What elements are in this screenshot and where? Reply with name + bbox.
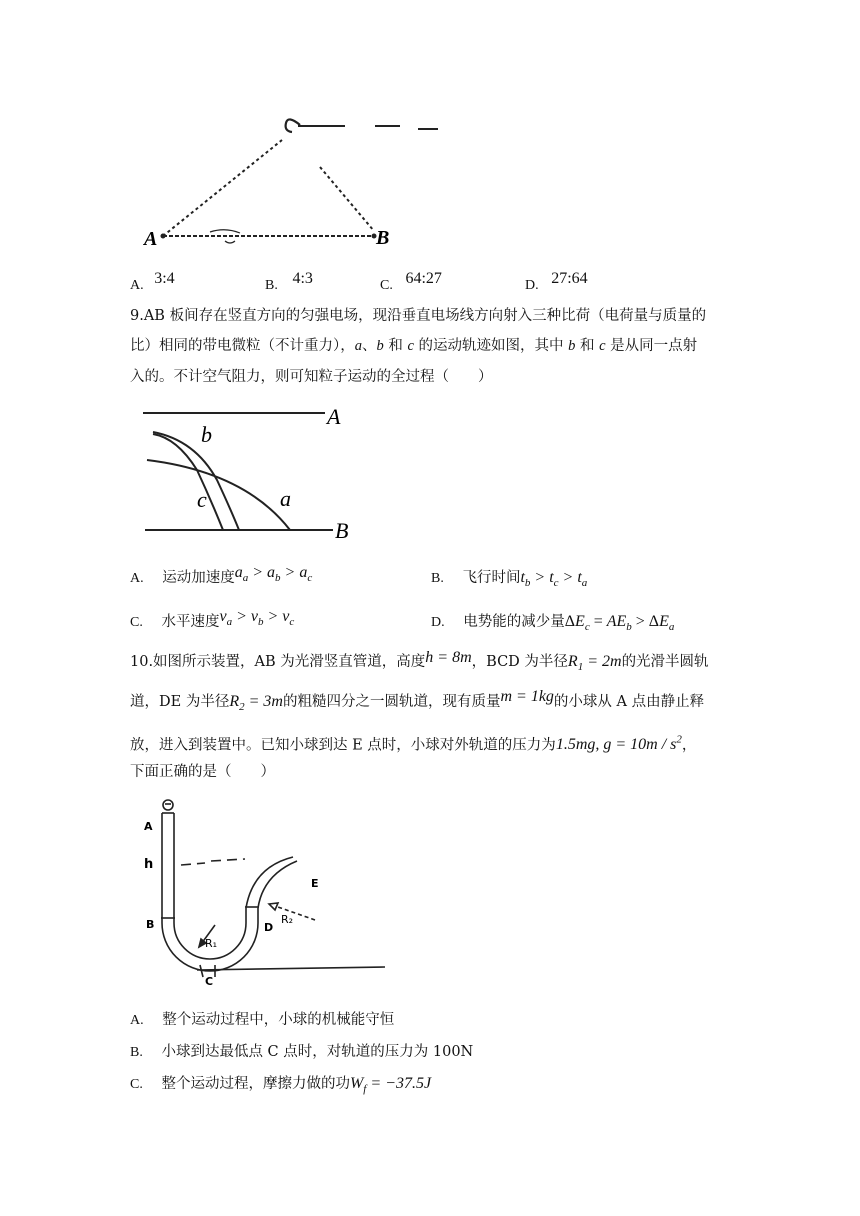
q10-apparatus-figure bbox=[135, 795, 395, 995]
q9-plate-label-a: A bbox=[327, 404, 341, 429]
q8-label-b: B bbox=[376, 227, 390, 249]
q9-option-d[interactable]: D. 电势能的减少量$\Delta E_c = AE_b > \Delta E_a$ bbox=[431, 613, 675, 634]
q9-curve-label-a: a bbox=[280, 486, 291, 511]
q9-stem-line3: 入的。不计空气阻力，则可知粒子运动的全过程（ ） bbox=[130, 369, 493, 385]
q9-option-b[interactable]: B. 飞行时间$t_b > t_c > t_a$ bbox=[431, 569, 588, 590]
q10-stem-line2: 道，DE 为半径$R_2 = 3m$的粗糙四分之一圆轨道，现有质量m = 1kg的小球从 A 点由静止释 bbox=[130, 688, 705, 714]
q10-option-b[interactable]: B. 小球到达最低点 C 点时，对轨道的压力为 100N bbox=[130, 1044, 474, 1060]
q9-stem-line2: 比）相同的带电微粒（不计重力），a、b 和 c 的运动轨迹如图，其中 b 和 c 是从同一点射 bbox=[130, 338, 698, 354]
q9-curve-label-c: c bbox=[197, 487, 207, 512]
q8-option-d[interactable]: D. 27:64 bbox=[525, 270, 588, 293]
q10-label-b: B bbox=[146, 918, 155, 931]
q10-stem-line4: 下面正确的是（ ） bbox=[130, 764, 275, 780]
q9-stem-line1: 9.AB 板间存在竖直方向的匀强电场，现沿垂直电场线方向射入三种比荷（电荷量与质量的 bbox=[130, 308, 707, 324]
q8-option-b[interactable]: B. 4:3 bbox=[265, 270, 313, 293]
q9-option-a[interactable]: A. 运动加速度$a_a > a_b > a_c$ bbox=[130, 564, 313, 586]
q9-option-c[interactable]: C. 水平速度$v_a > v_b > v_c$ bbox=[130, 608, 295, 630]
q10-label-d: D bbox=[264, 921, 274, 934]
q9-plate-label-b: B bbox=[335, 518, 349, 543]
q8-option-a[interactable]: A. 3:4 bbox=[130, 270, 175, 293]
q10-label-h: h bbox=[144, 857, 154, 872]
q10-option-a[interactable]: A. 整个运动过程中，小球的机械能守恒 bbox=[130, 1012, 395, 1028]
q9-curve-label-b: b bbox=[201, 422, 212, 447]
q10-label-r2: R₂ bbox=[281, 913, 294, 926]
q8-label-a: A bbox=[144, 228, 158, 250]
q8-triangle-figure bbox=[130, 95, 460, 255]
q10-label-a: A bbox=[144, 820, 153, 833]
q10-label-e: E bbox=[311, 877, 319, 890]
q9-plates-figure bbox=[135, 400, 365, 550]
q10-stem-line1: 10.如图所示装置，AB 为光滑竖直管道，高度h = 8m，BCD 为半径$R_1 = 2m$的光滑半圆轨 bbox=[130, 649, 709, 674]
q8-option-c[interactable]: C. 64:27 bbox=[380, 270, 442, 293]
q10-label-r1: R₁ bbox=[205, 937, 218, 950]
q10-stem-line3: 放，进入到装置中。已知小球到达 E 点时，小球对外轨道的压力为1.5mg, $g = 10m / s^2$， bbox=[130, 734, 697, 754]
q10-option-c[interactable]: C. 整个运动过程，摩擦力做的功$W_f = -37.5J$ bbox=[130, 1075, 432, 1096]
q10-label-c: C bbox=[205, 975, 214, 988]
